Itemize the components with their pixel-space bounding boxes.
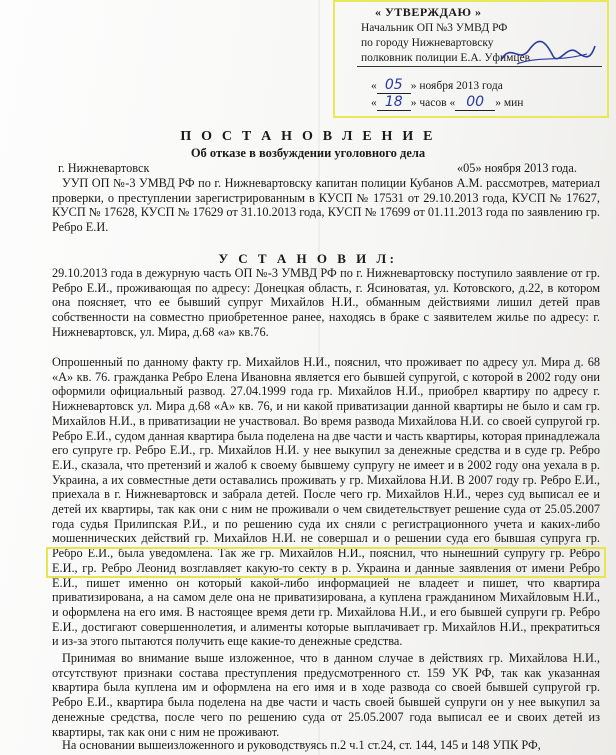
approval-month-year: ноября 2013 года [419, 80, 503, 92]
document-subtitle: Об отказе в возбуждении уголовного дела [190, 146, 426, 160]
approval-line-officer: полковник полиции Е.А. Уфимцев [361, 52, 531, 64]
document-title: П О С Т А Н О В Л Е Н И Е [180, 129, 436, 144]
approval-day: 05 [377, 78, 411, 94]
approval-hours: 18 [377, 95, 411, 111]
approval-line-position: Начальник ОП №3 УМВД РФ [361, 22, 508, 34]
handwritten-signature [497, 38, 597, 68]
paragraph-statement: 29.10.2013 года в дежурную часть ОП №-3 УМВД РФ по г. Нижневартовску поступило заявление от гр. Ребро Е.И., проживающая по адресу: Донецкая область, г. Ясиноватая, ул. Котовского, д.22, в котором она поясняет, что ее бывший супруг Михайлов Н.И., обманным действиями лишил детей прав собственности на совместно приобретенное ранее, находясь в браке с заявителем жилье по адресу: г. Нижневартовск, ул. Мира, д.68 «а» кв.76. [52, 266, 600, 339]
signature-line [357, 66, 602, 67]
paragraph-conclusion: Принимая во внимание выше изложенное, что в данном случае в действиях гр. Михайлова Н.И., отсутствуют признаки состава преступления предусмотренного ст. 159 УК РФ, так как указанная квартира была куплена им и оформлена на его имя и в ходе развода со своей бывшей супругой гр. Ребро Е.И., квартира была поделена на две части и часть своей бывшей супруги он у нее выкупил за денежные средства, после чего по решению суда от 25.05.2007 года выписал ее и своих детей из квартиры, так как они с ним не проживают. [52, 651, 600, 739]
approval-time: « 18 » часов « 00 » мин [371, 94, 524, 110]
approval-line-city: по городу Нижневартовску [361, 37, 494, 49]
approval-hours-label: часов [419, 97, 447, 109]
approval-minutes: 00 [455, 95, 495, 111]
paragraph-explanation: Опрошенный по данному факту гр. Михайлов Н.И., пояснил, что проживает по адресу ул. Мира д. 68 «А» кв. 76. гражданка Ребро Елена Ивановна является его бывшей супругой, с которой в 2002 году они оформили официальный развод. 27.04.1999 года гр. Михайлов Н.И., приобрел квартиру по адресу г. Нижневартовск ул. Мира д.68 «А» кв. 76, и ни какой приватизации данной квартиры не было и сам гр. Михайлов Н.И., в приватизации не участвовал. Во время развода Михайлова Н.И. со своей супругой гр. Ребро Е.И., судом данная квартира была поделена на две части и часть квартиры, которая принадлежала его супруге гр. Ребро Е.И., гр. Михайлов Н.И. у нее выкупил за денежные средства и в суде гр. Ребро Е.И., сказала, что претензий и жалоб к своему бывшему супругу не имеет и в 2002 году она уехала в р. Украина, а их совместные дети оставались проживать у гр. Михайлова Н.И. В 2007 году гр. Ребро Е.И., приехала в г. Нижневартовск и забрала детей. После чего гр. Михайлов Н.И., через суд выписал ее и детей их квартиры, так как они с ним не проживали о чем свидетельствует решение суда от 25.05.2007 года судья Прилипская Р.И., и по решению суда их сняли с регистрационного учета и каких-либо мошеннических действий гр. Михайлов Н.И. не совершал и о решении суда его бывшая супруга гр. Ребро Е.И., была уведомлена. Так же гр. Михайлов Н.И., пояснил, что нынешний супругу гр. Ребро Е.И., гр. Ребро Леонид возглавляет какую-то секту в р. Украина и данные заявления от имени Ребро Е.И., пишет именно он который какой-либо информацией не владеет и пишет, что квартира приватизирована, а на самом деле она не приватизирована, а куплена гражданином Михайловым Н.И., и оформлена на его имя. В настоящее время дети гр. Михайлова Н.И., и его бывшей супруги гр. Ребро Е.И., достигают совершеннолетия, и алименты которые выплачивает гр. Михайлов Н.И., прекратиться и из-за этого пытаются получить еще какие-то денежные средства. [52, 355, 600, 649]
approval-date: « 05 » ноября 2013 года [371, 77, 503, 93]
approval-heading: « УТВЕРЖДАЮ » [375, 5, 482, 19]
paragraph-grounds: На основании вышеизложенного и руководствуясь п.2 ч.1 ст.24, ст. 144, 145 и 148 УПК РФ, [62, 738, 541, 752]
section-heading-established: У С Т А Н О В И Л: [218, 251, 398, 266]
approval-stamp-block [333, 0, 609, 118]
document-city: г. Нижневартовск [58, 161, 150, 175]
intro-paragraph: УУП ОП №-3 УМВД РФ по г. Нижневартовску капитан полиции Кубанов А.М. рассмотрев, материал проверки, о преступлении зарегистрированным в КУСП № 17531 от 29.10.2013 года, КУСП № 17627, КУСП № 17628, КУСП № 17629 от 31.10.2013 года, КУСП № 17699 от 01.11.2013 года по заявлению гр. Ребро Е.И. [52, 176, 600, 235]
document-date: «05» ноября 2013 года. [457, 161, 577, 175]
approval-minutes-label: мин [503, 97, 524, 109]
